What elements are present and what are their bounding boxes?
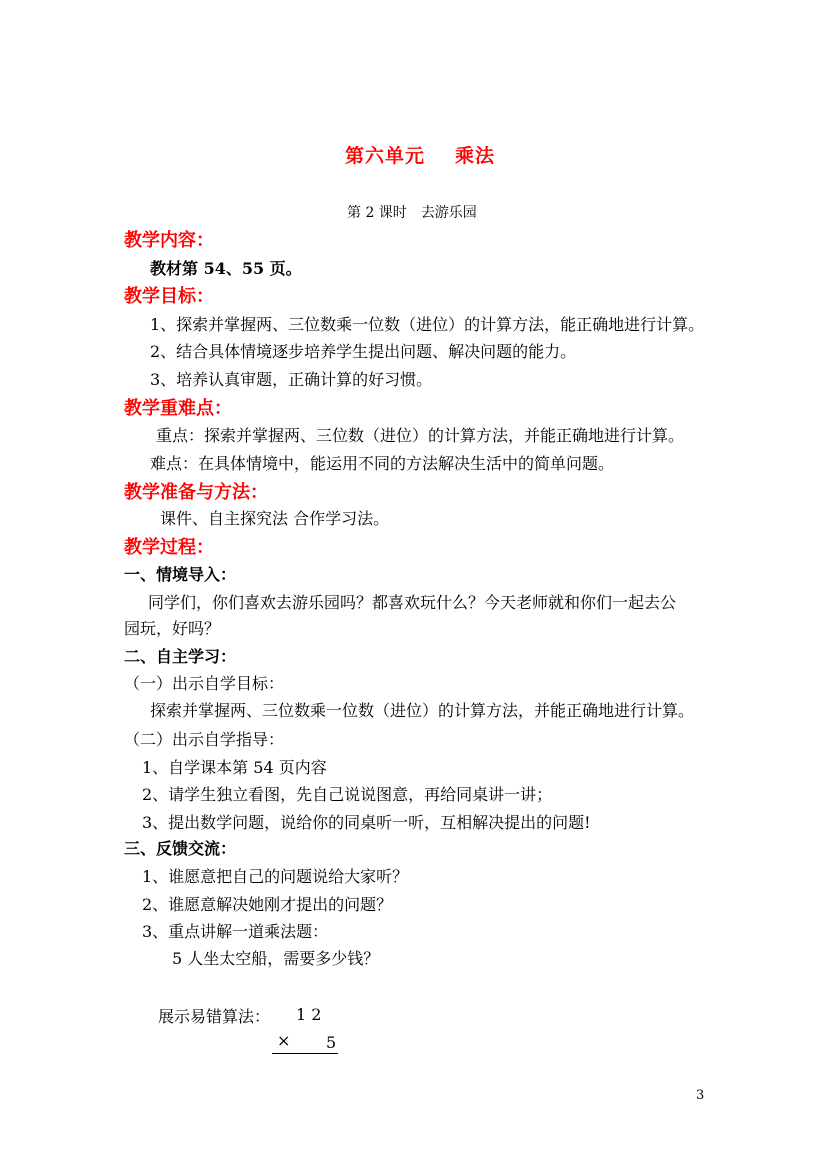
page-number: 3	[696, 1088, 705, 1103]
prep-heading: 教学准备与方法：	[124, 482, 268, 503]
lesson-number: 第 2 课时	[347, 205, 407, 221]
goal-text: 探索并掌握两、三位数乘一位数（进位）的计算方法，并能正确地进行计算。	[150, 701, 695, 720]
key-points-heading: 教学重难点：	[124, 398, 232, 419]
title-topic: 乘法	[455, 145, 496, 167]
calc-multiplier: 5	[326, 1033, 337, 1052]
prep-text: 课件、自主探究法 合作学习法。	[160, 509, 390, 528]
page-title	[345, 141, 495, 168]
objective-item: 2、结合具体情境逐步培养学生提出问题、解决问题的能力。	[150, 342, 577, 361]
multiply-sign: ×	[277, 1031, 291, 1050]
question-text: 5 人坐太空船，需要多少钱？	[172, 949, 380, 968]
guide-item: 2、请学生独立看图，先自己说说图意，再给同桌讲一讲；	[142, 785, 553, 804]
calc-top-operand: 1 2	[296, 1005, 322, 1024]
lesson-subtitle	[347, 202, 477, 222]
lesson-title: 去游乐园	[420, 205, 477, 221]
calc-rule	[272, 1053, 338, 1054]
error-method-label: 展示易错算法：	[158, 1007, 271, 1026]
difficult-point-text: 难点：在具体情境中，能运用不同的方法解决生活中的简单问题。	[150, 454, 615, 473]
subsection-heading: （二）出示自学指导：	[124, 730, 285, 749]
objective-item: 3、培养认真审题，正确计算的好习惯。	[150, 370, 433, 389]
objective-item: 1、探索并掌握两、三位数乘一位数（进位）的计算方法，能正确地进行计算。	[150, 315, 705, 334]
section-heading: 三、反馈交流：	[124, 839, 237, 858]
title-unit: 第六单元	[345, 145, 426, 167]
feedback-item: 1、谁愿意把自己的问题说给大家听？	[142, 867, 409, 886]
subsection-heading: （一）出示自学目标：	[124, 674, 285, 693]
feedback-item: 2、谁愿意解决她刚才提出的问题？	[142, 895, 393, 914]
section-heading: 二、自主学习：	[124, 647, 237, 666]
guide-item: 3、提出数学问题，说给你的同桌听一听，互相解决提出的问题!	[142, 813, 591, 832]
content-text: 教材第 54、55 页。	[150, 259, 302, 278]
feedback-item: 3、重点讲解一道乘法题：	[142, 922, 329, 941]
paragraph-line: 园玩，好吗？	[124, 619, 221, 638]
guide-item: 1、自学课本第 54 页内容	[142, 758, 327, 777]
paragraph-line: 同学们，你们喜欢去游乐园吗？都喜欢玩什么？今天老师就和你们一起去公	[148, 593, 677, 612]
objectives-heading: 教学目标：	[124, 286, 214, 307]
process-heading: 教学过程：	[124, 537, 214, 558]
content-heading: 教学内容：	[124, 230, 214, 251]
key-point-text: 重点：探索并掌握两、三位数（进位）的计算方法，并能正确地进行计算。	[156, 426, 685, 445]
section-heading: 一、情境导入：	[124, 565, 237, 584]
